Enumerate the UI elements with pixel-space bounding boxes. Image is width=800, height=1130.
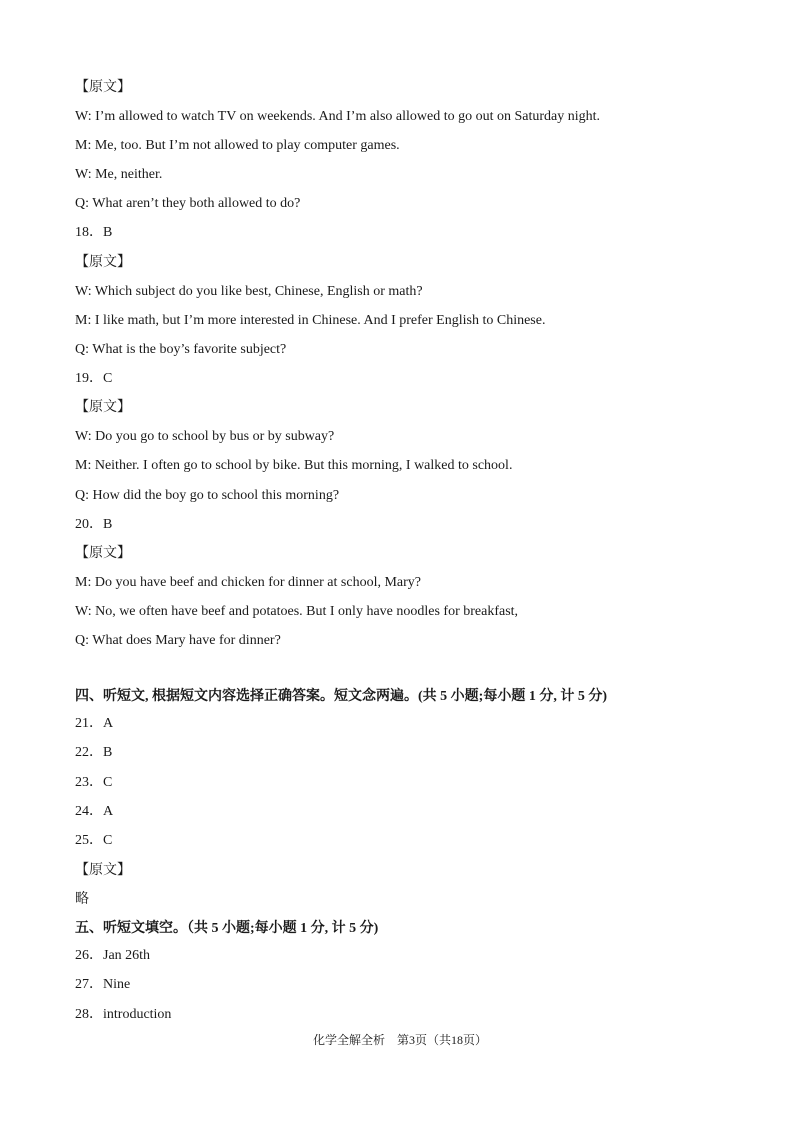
answer-line: 23．C — [75, 775, 113, 790]
source-label: 【原文】 — [75, 255, 131, 270]
section-heading: 四、听短文, 根据短文内容选择正确答案。短文念两遍。(共 5 小题;每小题 1 分, 计 5 分) — [75, 689, 607, 704]
question-line: Q: What is the boy’s favorite subject? — [75, 342, 287, 357]
dialogue-line: M: Do you have beef and chicken for dinner at school, Mary? — [75, 575, 421, 590]
omitted-text: 略 — [75, 892, 89, 907]
dialogue-line: W: Do you go to school by bus or by subway? — [75, 429, 335, 444]
page-footer: 化学全解全析 第3页（共18页） — [312, 1033, 487, 1047]
dialogue-line: M: Neither. I often go to school by bike. But this morning, I walked to school. — [75, 458, 513, 473]
answer-line: 21．A — [75, 716, 114, 731]
source-label: 【原文】 — [75, 863, 131, 878]
answer-line: 27．Nine — [75, 977, 131, 992]
answer-line: 28．introduction — [75, 1007, 172, 1022]
answer-line: 22．B — [75, 745, 113, 760]
answer-line: 18．B — [75, 225, 113, 240]
source-label: 【原文】 — [75, 400, 131, 415]
answer-line: 25．C — [75, 833, 113, 848]
dialogue-line: M: I like math, but I’m more interested in Chinese. And I prefer English to Chinese. — [75, 313, 546, 328]
source-label: 【原文】 — [75, 546, 131, 561]
dialogue-line: W: I’m allowed to watch TV on weekends. And I’m also allowed to go out on Saturday night. — [75, 109, 601, 124]
answer-line: 26．Jan 26th — [75, 948, 151, 963]
question-line: Q: What aren’t they both allowed to do? — [75, 196, 301, 211]
dialogue-line: W: Which subject do you like best, Chinese, English or math? — [75, 284, 423, 299]
section-heading: 五、听短文填空。（共 5 小题;每小题 1 分, 计 5 分) — [75, 921, 379, 936]
question-line: Q: What does Mary have for dinner? — [75, 633, 281, 648]
dialogue-line: M: Me, too. But I’m not allowed to play computer games. — [75, 138, 400, 153]
dialogue-line: W: Me, neither. — [75, 167, 163, 182]
question-line: Q: How did the boy go to school this morning? — [75, 488, 340, 503]
dialogue-line: W: No, we often have beef and potatoes. But I only have noodles for breakfast, — [75, 604, 519, 619]
answer-line: 24．A — [75, 804, 114, 819]
answer-line: 19．C — [75, 371, 113, 386]
source-label: 【原文】 — [75, 80, 131, 95]
answer-line: 20．B — [75, 517, 113, 532]
